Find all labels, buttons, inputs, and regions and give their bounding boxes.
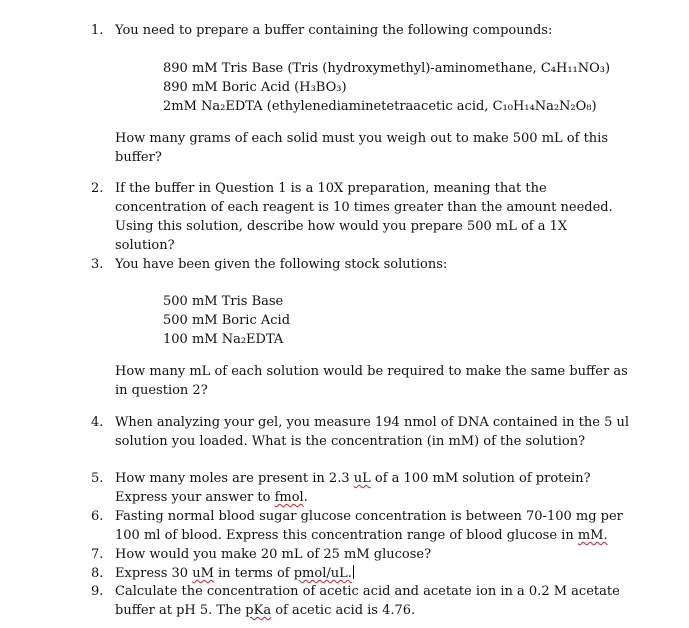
q2-number: 2. (91, 181, 104, 196)
q8-unit-pmol-ul: pmol/uL. (293, 566, 352, 581)
text-cursor[interactable] (353, 565, 354, 579)
q3-stock-boric: 500 mM Boric Acid (163, 313, 291, 328)
q5-unit-fmol: fmol (274, 490, 304, 505)
q5-line-2-pre: Express your answer to (115, 490, 275, 505)
q6-number: 6. (91, 509, 104, 524)
q9-line-2-post: of acetic acid is 4.76. (271, 603, 416, 618)
q1-compound-boric: 890 mM Boric Acid (H₃BO₃) (163, 80, 347, 95)
q5-line-1 (115, 470, 591, 488)
q4-line-2: solution you loaded. What is the concentration (in mM) of the solution? (115, 434, 586, 449)
q5-line-1-pre: How many moles are present in 2.3 (115, 471, 354, 486)
q3-question-line-2: in question 2? (115, 383, 208, 398)
q5-unit-ul: uL (353, 471, 371, 486)
q5-line-2 (115, 489, 308, 507)
q6-line-1: Fasting normal blood sugar glucose concentration is between 70-100 mg per (115, 509, 623, 524)
q7-number: 7. (91, 547, 104, 562)
q1-number: 1. (91, 23, 104, 38)
q3-stock-edta: 100 mM Na₂EDTA (163, 332, 284, 347)
q1-compound-tris: 890 mM Tris Base (Tris (hydroxymethyl)-aminomethane, C₄H₁₁NO₃) (163, 61, 611, 76)
q9-number: 9. (91, 584, 104, 599)
q2-line-2: concentration of each reagent is 10 times greater than the amount needed. (115, 200, 613, 215)
q6-line-2-pre: 100 ml of blood. Express this concentration range of blood glucose in (115, 528, 578, 543)
q1-compound-edta: 2mM Na₂EDTA (ethylenediaminetetraacetic acid, C₁₀H₁₄Na₂N₂O₈) (163, 99, 597, 114)
q8-number: 8. (91, 566, 104, 581)
q2-line-3: Using this solution, describe how would you prepare 500 mL of a 1X (115, 219, 568, 234)
q9-line-2 (115, 602, 415, 620)
q4-line-1: When analyzing your gel, you measure 194 nmol of DNA contained in the 5 ul (115, 415, 630, 430)
q8-unit-um: uM (192, 566, 214, 581)
q9-unit-pka: pKa (245, 603, 272, 618)
q3-number: 3. (91, 257, 104, 272)
q5-number: 5. (91, 471, 104, 486)
q9-line-1: Calculate the concentration of acetic acid and acetate ion in a 0.2 M acetate (115, 584, 620, 599)
q6-unit-mm: mM. (577, 528, 608, 543)
q4-number: 4. (91, 415, 104, 430)
q6-line-2 (115, 527, 608, 545)
q1-question-line-2: buffer? (115, 150, 162, 165)
q3-question-line-1: How many mL of each solution would be required to make the same buffer as (115, 364, 628, 379)
q2-line-4: solution? (115, 238, 175, 253)
q3-prompt: You have been given the following stock solutions: (115, 257, 448, 272)
q3-stock-tris: 500 mM Tris Base (163, 294, 284, 309)
q8-line-1 (115, 565, 354, 583)
q1-question-line-1: How many grams of each solid must you weigh out to make 500 mL of this (115, 131, 608, 146)
q9-line-2-pre: buffer at pH 5. The (115, 603, 246, 618)
q7-line-1: How would you make 20 mL of 25 mM glucose? (115, 547, 432, 562)
q5-line-1-post: of a 100 mM solution of protein? (370, 471, 591, 486)
q8-line-1-pre: Express 30 (115, 566, 193, 581)
q8-line-1-mid: in terms of (213, 566, 294, 581)
q5-line-2-post: . (303, 490, 308, 505)
q2-line-1: If the buffer in Question 1 is a 10X preparation, meaning that the (115, 181, 547, 196)
q1-prompt: You need to prepare a buffer containing the following compounds: (115, 23, 553, 38)
